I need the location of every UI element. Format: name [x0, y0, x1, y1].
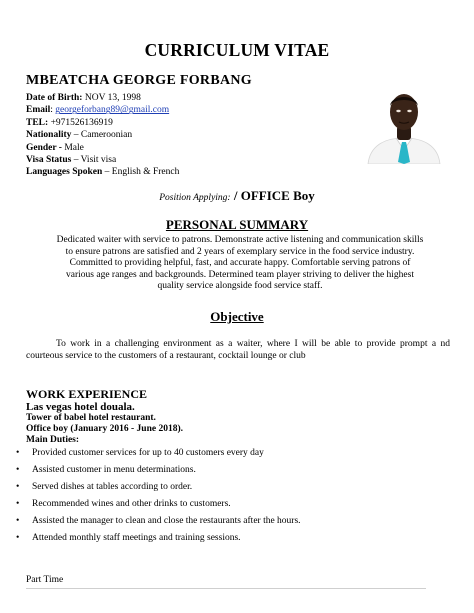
- list-item: • Assisted the manager to clean and close the restaurants after the hours.: [14, 516, 444, 528]
- restaurant-name: Tower of babel hotel restaurant.: [26, 413, 156, 423]
- duties-list: [14, 448, 444, 550]
- company-name: Las vegas hotel douala.: [26, 401, 135, 413]
- tel-label: TEL:: [26, 117, 49, 128]
- personal-info: [26, 92, 179, 179]
- tel-value: +971526136919: [48, 117, 113, 128]
- languages-row: [26, 166, 179, 178]
- position-label: Position Applying:: [159, 193, 231, 203]
- email-label: Email: [26, 105, 51, 116]
- gender-value: Male: [64, 142, 84, 153]
- work-experience: [26, 388, 450, 446]
- email-link[interactable]: georgeforbang89@gmail.com: [55, 105, 170, 116]
- list-item: • Attended monthly staff meetings and training sessions.: [14, 533, 444, 545]
- job-period: Office boy (January 2016 - June 2018).: [26, 424, 184, 434]
- languages-label: Languages Spoken: [26, 167, 103, 178]
- email-sep: :: [50, 105, 56, 116]
- objective-heading: Objective: [210, 309, 264, 324]
- dob-row: [26, 92, 179, 104]
- position-applying: [0, 188, 474, 204]
- visa-row: [26, 154, 179, 166]
- nationality-label: Nationality: [26, 130, 72, 141]
- part-time-label: Part Time: [26, 575, 64, 585]
- tel-row: [26, 117, 179, 129]
- nationality-value: – Cameroonian: [71, 130, 133, 141]
- summary-heading: PERSONAL SUMMARY: [165, 217, 309, 232]
- list-item: • Provided customer services for up to 40 customers every day: [14, 448, 444, 460]
- objective-text: To work in a challenging environment as a waiter, where I will be able to provide prompt a nd courteous service to the customers of a restaurant, cocktail lounge or club: [26, 339, 450, 361]
- position-value: / OFFICE Boy: [230, 188, 315, 203]
- list-item: • Served dishes at tables according to order.: [14, 482, 444, 494]
- email-row: [26, 104, 179, 116]
- languages-value: – English & French: [102, 167, 180, 178]
- divider: [26, 588, 426, 589]
- profile-photo: [364, 80, 444, 164]
- dob-label: Date of Birth:: [26, 93, 83, 103]
- work-heading: WORK EXPERIENCE: [26, 387, 148, 401]
- duties-heading: Main Duties:: [26, 435, 80, 445]
- dob-value: NOV 13, 1998: [82, 93, 141, 103]
- gender-label: Gender -: [26, 142, 65, 153]
- applicant-name: MBEATCHA GEORGE FORBANG: [26, 73, 252, 88]
- visa-label: Visa Status: [26, 155, 72, 166]
- document-title: CURRICULUM VITAE: [144, 40, 330, 60]
- nationality-row: [26, 129, 179, 141]
- list-item: • Recommended wines and other drinks to customers.: [14, 499, 444, 511]
- gender-row: [26, 142, 179, 154]
- visa-value: – Visit visa: [71, 155, 117, 166]
- summary-text: Dedicated waiter with service to patrons. Demonstrate active listening and communication skills to ensure patrons are satisfied and 2 years of exemplary service in the food service industry. Committed to providing helpful, fast, and accurate happy. Comfortable serving patrons of various age ranges and backgrounds. Determined team player striving to deliver the highest quality service alongside food service staff.: [56, 235, 424, 292]
- list-item: • Assisted customer in menu determinations.: [14, 465, 444, 477]
